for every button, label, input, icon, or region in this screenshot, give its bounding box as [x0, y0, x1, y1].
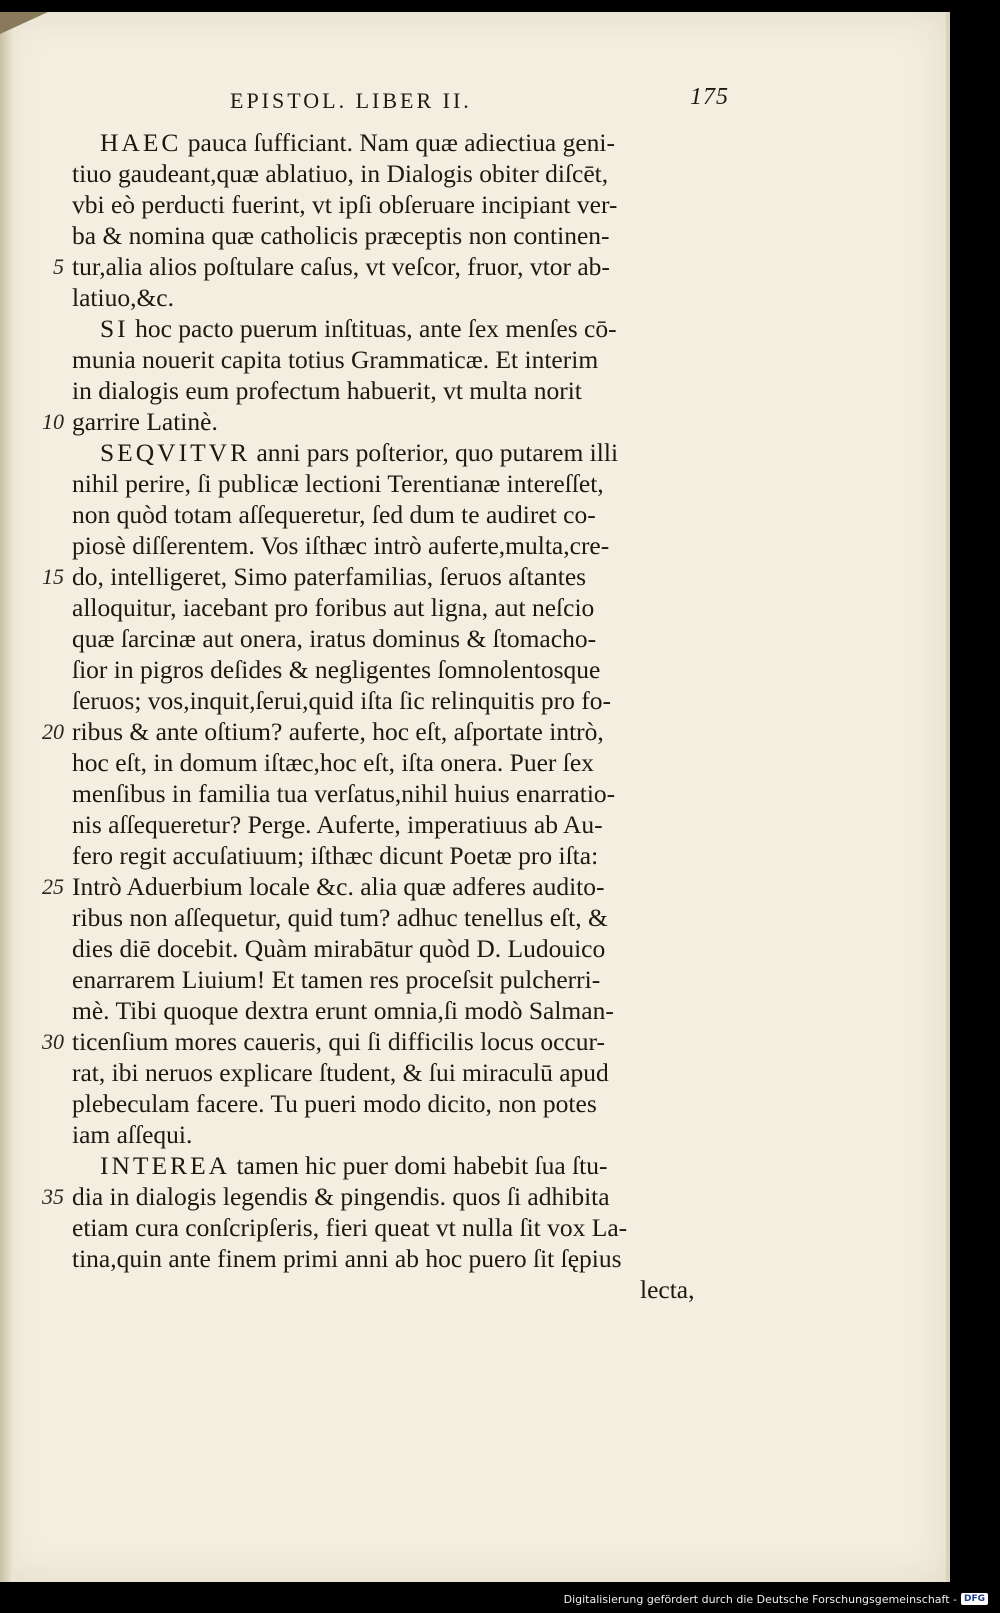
line-body: ribus & ante oſtium? auferte, hoc eſt, aſportate intrò,: [72, 717, 604, 746]
running-title: EPISTOL. LIBER II.: [230, 88, 472, 113]
line-text: [72, 189, 732, 220]
text-line: [0, 158, 946, 189]
line-body: enarrarem Liuium! Et tamen res proceſsit pulcherri-: [72, 965, 601, 994]
text-line: [0, 375, 946, 406]
digitization-footer: [564, 1589, 988, 1609]
line-body: iam aſſequi.: [72, 1120, 193, 1149]
line-body: hoc pacto puerum inſtituas, ante ſex menſes cō-: [128, 314, 617, 343]
catchword-line: [0, 1274, 946, 1305]
text-line: [0, 995, 946, 1026]
text-line: [0, 437, 946, 468]
footer-credit: Digitalisierung gefördert durch die Deutsche Forschungsgemeinschaft -: [563, 1592, 957, 1606]
line-text: [72, 251, 732, 282]
line-text: [72, 964, 732, 995]
text-line: [0, 778, 946, 809]
line-text: [72, 561, 732, 592]
paragraph-lead: HAEC: [100, 128, 182, 157]
line-body: anni pars poſterior, quo putarem illi: [250, 438, 619, 467]
line-body: pauca ſufficiant. Nam quæ adiectiua geni-: [181, 128, 615, 157]
line-body: Intrò Aduerbium locale &c. alia quæ adferes audito-: [72, 872, 605, 901]
line-text: [72, 623, 732, 654]
line-text: [72, 1088, 732, 1119]
line-body: ribus non aſſequetur, quid tum? adhuc tenellus eſt, &: [72, 903, 608, 932]
line-body: rat, ibi neruos explicare ſtudent, & ſui miraculū apud: [72, 1058, 609, 1087]
line-text: [72, 1212, 732, 1243]
line-number: 5: [53, 254, 64, 279]
line-text: [72, 685, 732, 716]
text-line: [0, 623, 946, 654]
text-line: [0, 1088, 946, 1119]
text-line: [0, 468, 946, 499]
line-text: [100, 127, 732, 158]
text-line: [0, 933, 946, 964]
text-line: [0, 716, 946, 747]
line-text: [72, 995, 732, 1026]
paragraph-lead: SEQVITVR: [100, 438, 251, 467]
text-line: [0, 840, 946, 871]
text-line: [0, 1181, 946, 1212]
line-text: [72, 871, 732, 902]
line-body: alloquitur, iacebant pro foribus aut ligna, aut neſcio: [72, 593, 595, 622]
line-text: [72, 406, 732, 437]
text-line: [0, 530, 946, 561]
text-line: [0, 964, 946, 995]
line-text: [72, 344, 732, 375]
line-text: [72, 592, 732, 623]
line-body: fero regit accuſatiuum; iſthæc dicunt Poetæ pro iſta:: [72, 841, 599, 870]
line-text: [72, 840, 732, 871]
text-block: [0, 127, 946, 1305]
line-body: dia in dialogis legendis & pingendis. quos ſi adhibita: [72, 1182, 610, 1211]
line-body: plebeculam facere. Tu pueri modo dicito, non potes: [72, 1089, 597, 1118]
line-text: [72, 499, 732, 530]
line-text: [72, 158, 732, 189]
text-line: [0, 499, 946, 530]
page-number: 175: [690, 84, 729, 110]
text-line: [0, 1212, 946, 1243]
line-text: [72, 468, 732, 499]
line-body: ba & nomina quæ catholicis præceptis non continen-: [72, 221, 610, 250]
line-text: [72, 902, 732, 933]
text-line: [0, 1026, 946, 1057]
line-text: [72, 1057, 732, 1088]
text-line: [0, 344, 946, 375]
text-line: [0, 1243, 946, 1274]
line-body: mè. Tibi quoque dextra erunt omnia,ſi modò Salman-: [72, 996, 614, 1025]
line-text: [72, 220, 732, 251]
line-body: munia nouerit capita totius Grammaticæ. Et interim: [72, 345, 599, 374]
text-line: [0, 592, 946, 623]
text-line: [0, 654, 946, 685]
line-number: 15: [42, 564, 64, 589]
line-text: [72, 1026, 732, 1057]
line-body: vbi eò perducti fuerint, vt ipſi obſeruare incipiant ver-: [72, 190, 618, 219]
line-number: 10: [42, 409, 64, 434]
line-text: [100, 1150, 732, 1181]
line-body: etiam cura conſcripſeris, fieri queat vt nulla ſit vox La-: [72, 1213, 628, 1242]
line-body: tina,quin ante finem primi anni ab hoc puero ſit ſępius: [72, 1244, 622, 1273]
line-body: ſior in pigros deſides & negligentes ſomnolentosque: [72, 655, 601, 684]
line-text: [72, 530, 732, 561]
line-body: do, intelligeret, Simo paterfamilias, ſeruos aſtantes: [72, 562, 587, 591]
paragraph-lead: INTEREA: [100, 1151, 231, 1180]
text-line: [0, 561, 946, 592]
text-line: [0, 871, 946, 902]
line-text: [72, 654, 732, 685]
line-text: [72, 747, 732, 778]
catchword: lecta,: [640, 1275, 695, 1304]
line-text: [72, 716, 732, 747]
line-body: nihil perire, ſi publicæ lectioni Terentianæ intereſſet,: [72, 469, 604, 498]
line-text: [100, 313, 732, 344]
line-body: quæ ſarcinæ aut onera, iratus dominus & ſtomacho-: [72, 624, 597, 653]
line-number: 25: [42, 874, 64, 899]
line-number: 35: [42, 1184, 64, 1209]
text-line: [0, 747, 946, 778]
line-body: ſeruos; vos,inquit,ſerui,quid iſta ſic relinquitis pro fo-: [72, 686, 611, 715]
line-body: dies diē docebit. Quàm mirabātur quòd D. Ludouico: [72, 934, 606, 963]
line-number: 20: [42, 719, 64, 744]
text-line: [0, 1057, 946, 1088]
dfg-logo: DFG: [961, 1593, 988, 1605]
line-text: [72, 933, 732, 964]
text-line: [0, 406, 946, 437]
text-line: [0, 251, 946, 282]
line-number: 30: [42, 1029, 64, 1054]
text-line: [0, 220, 946, 251]
book-page: [0, 12, 950, 1582]
text-line: [0, 1150, 946, 1181]
text-line: [0, 127, 946, 158]
line-body: tiuo gaudeant,quæ ablatiuo, in Dialogis obiter diſcēt,: [72, 159, 609, 188]
text-line: [0, 809, 946, 840]
text-line: [0, 189, 946, 220]
text-line: [0, 902, 946, 933]
text-line: [0, 685, 946, 716]
text-line: [0, 282, 946, 313]
line-body: menſibus in familia tua verſatus,nihil huius enarratio-: [72, 779, 616, 808]
line-text: [100, 437, 732, 468]
paragraph-lead: SI: [100, 314, 129, 343]
line-body: nis aſſequeretur? Perge. Auferte, imperatiuus ab Au-: [72, 810, 603, 839]
line-text: [72, 375, 732, 406]
text-line: [0, 1119, 946, 1150]
line-text: [72, 778, 732, 809]
line-body: tamen hic puer domi habebit ſua ſtu-: [230, 1151, 608, 1180]
line-body: garrire Latinè.: [72, 407, 218, 436]
line-body: latiuo,&c.: [72, 283, 174, 312]
line-text: [72, 1119, 732, 1150]
line-body: hoc eſt, in domum iſtæc,hoc eſt, iſta onera. Puer ſex: [72, 748, 594, 777]
line-text: [72, 1181, 732, 1212]
line-body: in dialogis eum profectum habuerit, vt multa norit: [72, 376, 582, 405]
line-text: [72, 282, 732, 313]
line-body: non quòd totam aſſequeretur, ſed dum te audiret co-: [72, 500, 596, 529]
running-header: [150, 80, 729, 114]
line-text: [72, 1243, 732, 1274]
line-text: [72, 809, 732, 840]
line-body: tur,alia alios poſtulare caſus, vt veſcor, fruor, vtor ab-: [72, 252, 610, 281]
text-line: [0, 313, 946, 344]
line-body: ticenſium mores caueris, qui ſi difficilis locus occur-: [72, 1027, 605, 1056]
line-body: piosè diſſerentem. Vos iſthæc intrò auferte,multa,cre-: [72, 531, 610, 560]
